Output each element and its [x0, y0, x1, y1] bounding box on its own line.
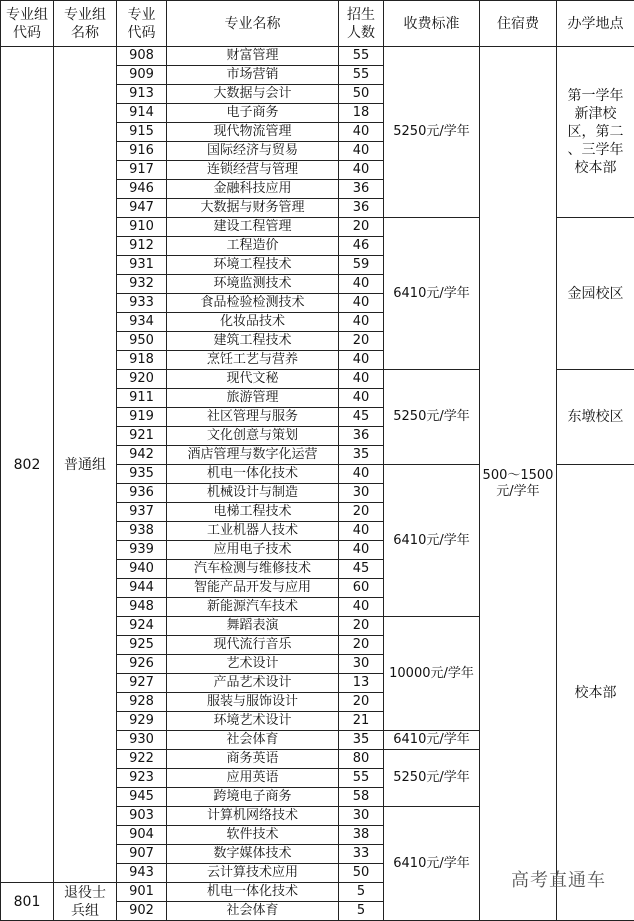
major-name: 建设工程管理 — [167, 218, 339, 237]
enroll-count: 55 — [339, 769, 384, 788]
major-name: 智能产品开发与应用 — [167, 579, 339, 598]
major-code: 909 — [117, 66, 167, 85]
major-code: 934 — [117, 313, 167, 332]
tuition-fee: 6410元/学年 — [384, 465, 480, 617]
campus-location: 金园校区 — [557, 218, 634, 370]
enroll-count: 80 — [339, 750, 384, 769]
enroll-count: 50 — [339, 864, 384, 883]
tuition-fee: 5250元/学年 — [384, 750, 480, 807]
major-name: 金融科技应用 — [167, 180, 339, 199]
major-code: 910 — [117, 218, 167, 237]
major-code: 916 — [117, 142, 167, 161]
major-name: 连锁经营与管理 — [167, 161, 339, 180]
enroll-count: 5 — [339, 883, 384, 902]
major-code: 918 — [117, 351, 167, 370]
enroll-count: 60 — [339, 579, 384, 598]
group-code-801: 801 — [1, 883, 54, 921]
enroll-count: 55 — [339, 66, 384, 85]
header-enroll-count: 招生 人数 — [339, 1, 384, 47]
major-name: 计算机网络技术 — [167, 807, 339, 826]
enroll-count: 40 — [339, 598, 384, 617]
major-code: 945 — [117, 788, 167, 807]
major-name: 社区管理与服务 — [167, 408, 339, 427]
major-code: 911 — [117, 389, 167, 408]
enroll-count: 45 — [339, 560, 384, 579]
header-row — [1, 1, 634, 47]
enroll-count: 30 — [339, 484, 384, 503]
enroll-count: 13 — [339, 674, 384, 693]
major-code: 925 — [117, 636, 167, 655]
major-name: 数字媒体技术 — [167, 845, 339, 864]
watermark-text: 高考直通车 — [511, 866, 606, 892]
enroll-count: 18 — [339, 104, 384, 123]
major-name: 商务英语 — [167, 750, 339, 769]
group-code-802: 802 — [1, 47, 54, 883]
major-code: 904 — [117, 826, 167, 845]
major-name: 现代物流管理 — [167, 123, 339, 142]
enroll-count: 30 — [339, 807, 384, 826]
enroll-count: 36 — [339, 427, 384, 446]
major-name: 环境工程技术 — [167, 256, 339, 275]
major-name: 舞蹈表演 — [167, 617, 339, 636]
enroll-count: 20 — [339, 332, 384, 351]
major-code: 943 — [117, 864, 167, 883]
major-name: 食品检验检测技术 — [167, 294, 339, 313]
enroll-count: 36 — [339, 199, 384, 218]
major-name: 应用电子技术 — [167, 541, 339, 560]
header-group-code: 专业组 代码 — [1, 1, 54, 47]
major-code: 946 — [117, 180, 167, 199]
major-code: 903 — [117, 807, 167, 826]
enroll-count: 21 — [339, 712, 384, 731]
enroll-count: 20 — [339, 503, 384, 522]
major-name: 化妆品技术 — [167, 313, 339, 332]
major-name: 电梯工程技术 — [167, 503, 339, 522]
major-name: 产品艺术设计 — [167, 674, 339, 693]
major-name: 机电一体化技术 — [167, 465, 339, 484]
enroll-count: 20 — [339, 218, 384, 237]
table-row — [1, 47, 634, 66]
major-name: 大数据与会计 — [167, 85, 339, 104]
tuition-fee: 5250元/学年 — [384, 370, 480, 465]
header-group-name: 专业组 名称 — [54, 1, 117, 47]
enroll-count: 30 — [339, 655, 384, 674]
major-code: 913 — [117, 85, 167, 104]
major-code: 921 — [117, 427, 167, 446]
major-name: 文化创意与策划 — [167, 427, 339, 446]
header-major-name: 专业名称 — [167, 1, 339, 47]
enroll-count: 20 — [339, 693, 384, 712]
enroll-count: 46 — [339, 237, 384, 256]
group-name-801: 退役士 兵组 — [54, 883, 117, 921]
major-code: 942 — [117, 446, 167, 465]
major-code: 944 — [117, 579, 167, 598]
enroll-count: 35 — [339, 731, 384, 750]
group-name-802: 普通组 — [54, 47, 117, 883]
header-campus: 办学地点 — [557, 1, 634, 47]
major-name: 工程造价 — [167, 237, 339, 256]
major-name: 工业机器人技术 — [167, 522, 339, 541]
enroll-count: 20 — [339, 617, 384, 636]
major-name: 环境监测技术 — [167, 275, 339, 294]
major-code: 919 — [117, 408, 167, 427]
enroll-count: 50 — [339, 85, 384, 104]
major-code: 914 — [117, 104, 167, 123]
enroll-count: 58 — [339, 788, 384, 807]
enroll-count: 40 — [339, 465, 384, 484]
major-name: 现代流行音乐 — [167, 636, 339, 655]
major-name: 电子商务 — [167, 104, 339, 123]
major-code: 923 — [117, 769, 167, 788]
major-code: 933 — [117, 294, 167, 313]
major-code: 935 — [117, 465, 167, 484]
major-code: 902 — [117, 902, 167, 921]
major-name: 建筑工程技术 — [167, 332, 339, 351]
major-code: 924 — [117, 617, 167, 636]
major-name: 艺术设计 — [167, 655, 339, 674]
major-code: 950 — [117, 332, 167, 351]
major-code: 901 — [117, 883, 167, 902]
major-code: 915 — [117, 123, 167, 142]
tuition-fee: 5250元/学年 — [384, 47, 480, 218]
major-code: 930 — [117, 731, 167, 750]
enroll-count: 36 — [339, 180, 384, 199]
major-code: 948 — [117, 598, 167, 617]
major-code: 907 — [117, 845, 167, 864]
major-name: 社会体育 — [167, 731, 339, 750]
major-code: 908 — [117, 47, 167, 66]
tuition-fee: 10000元/学年 — [384, 617, 480, 731]
major-code: 920 — [117, 370, 167, 389]
enroll-count: 33 — [339, 845, 384, 864]
major-name: 软件技术 — [167, 826, 339, 845]
major-code: 937 — [117, 503, 167, 522]
enroll-count: 40 — [339, 313, 384, 332]
enroll-count: 40 — [339, 123, 384, 142]
major-code: 947 — [117, 199, 167, 218]
enroll-count: 38 — [339, 826, 384, 845]
campus-location: 东墩校区 — [557, 370, 634, 465]
enroll-count: 40 — [339, 351, 384, 370]
major-name: 环境艺术设计 — [167, 712, 339, 731]
major-name: 社会体育 — [167, 902, 339, 921]
enroll-count: 40 — [339, 142, 384, 161]
major-code: 936 — [117, 484, 167, 503]
major-code: 932 — [117, 275, 167, 294]
enroll-count: 59 — [339, 256, 384, 275]
major-name: 旅游管理 — [167, 389, 339, 408]
major-code: 912 — [117, 237, 167, 256]
major-code: 939 — [117, 541, 167, 560]
campus-location: 校本部 — [557, 465, 634, 921]
major-code: 928 — [117, 693, 167, 712]
dorm-fee: 500～1500 元/学年 — [480, 47, 557, 921]
major-name: 跨境电子商务 — [167, 788, 339, 807]
major-name: 烹饪工艺与营养 — [167, 351, 339, 370]
major-code: 917 — [117, 161, 167, 180]
enroll-count: 20 — [339, 636, 384, 655]
major-code: 931 — [117, 256, 167, 275]
enroll-count: 40 — [339, 389, 384, 408]
major-code: 929 — [117, 712, 167, 731]
enroll-count: 40 — [339, 522, 384, 541]
tuition-fee: 6410元/学年 — [384, 218, 480, 370]
enroll-count: 40 — [339, 294, 384, 313]
header-tuition: 收费标准 — [384, 1, 480, 47]
enroll-count: 45 — [339, 408, 384, 427]
enroll-count: 40 — [339, 370, 384, 389]
major-code: 926 — [117, 655, 167, 674]
major-code: 922 — [117, 750, 167, 769]
enroll-count: 35 — [339, 446, 384, 465]
major-name: 酒店管理与数字化运营 — [167, 446, 339, 465]
enroll-count: 55 — [339, 47, 384, 66]
major-name: 机械设计与制造 — [167, 484, 339, 503]
major-name: 机电一体化技术 — [167, 883, 339, 902]
major-name: 云计算技术应用 — [167, 864, 339, 883]
enroll-count: 40 — [339, 541, 384, 560]
tuition-fee: 6410元/学年 — [384, 807, 480, 921]
major-name: 应用英语 — [167, 769, 339, 788]
header-major-code: 专业 代码 — [117, 1, 167, 47]
major-name: 汽车检测与维修技术 — [167, 560, 339, 579]
major-name: 大数据与财务管理 — [167, 199, 339, 218]
enroll-count: 40 — [339, 275, 384, 294]
major-name: 服装与服饰设计 — [167, 693, 339, 712]
major-code: 940 — [117, 560, 167, 579]
tuition-fee: 6410元/学年 — [384, 731, 480, 750]
major-name: 新能源汽车技术 — [167, 598, 339, 617]
enroll-count: 5 — [339, 902, 384, 921]
major-code: 927 — [117, 674, 167, 693]
major-name: 国际经济与贸易 — [167, 142, 339, 161]
major-name: 现代文秘 — [167, 370, 339, 389]
campus-location: 第一学年 新津校 区，第二 、三学年 校本部 — [557, 47, 634, 218]
major-code: 938 — [117, 522, 167, 541]
major-name: 财富管理 — [167, 47, 339, 66]
enroll-count: 40 — [339, 161, 384, 180]
major-name: 市场营销 — [167, 66, 339, 85]
header-dorm-fee: 住宿费 — [480, 1, 557, 47]
